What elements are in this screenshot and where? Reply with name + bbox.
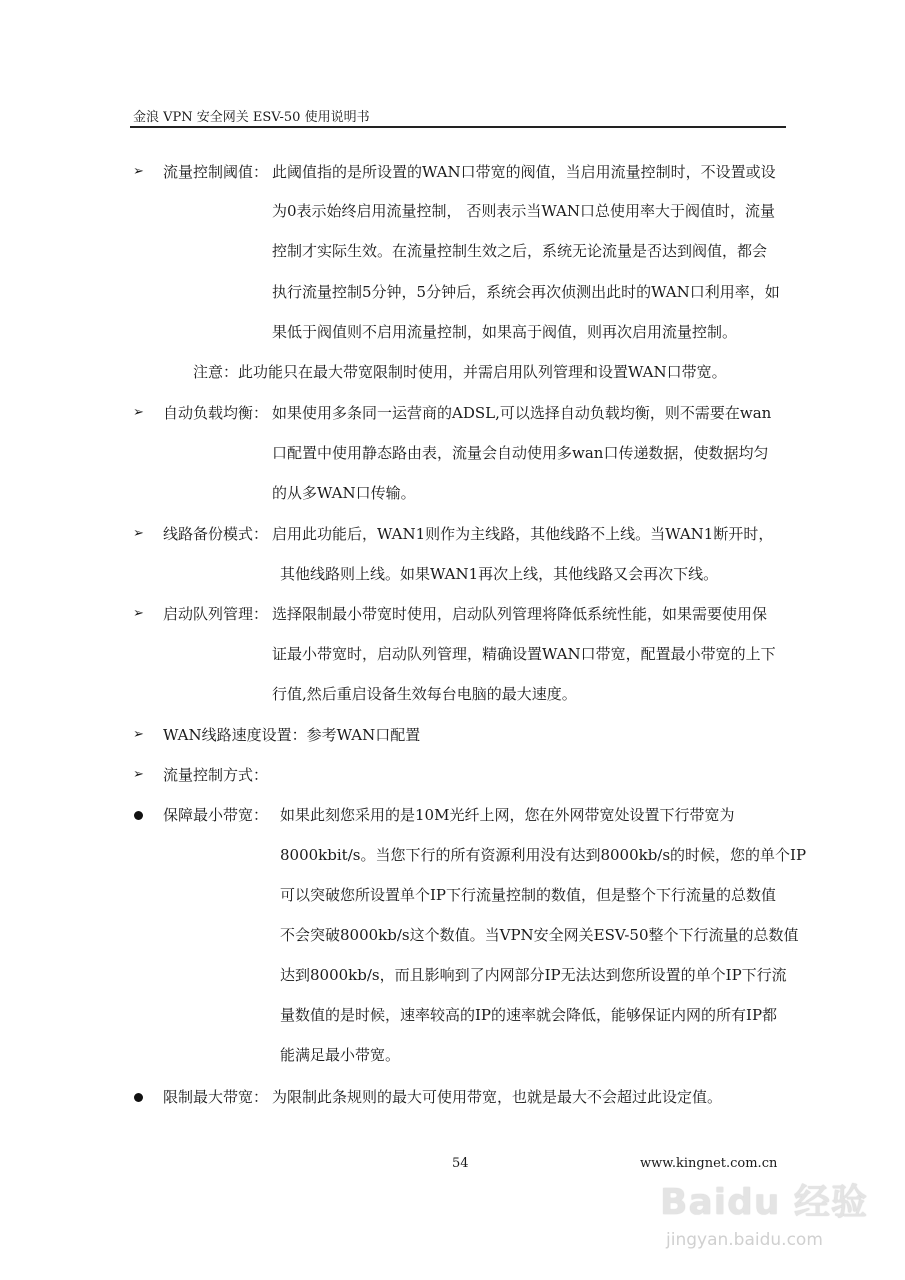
arrow-bullet-icon: ➢ <box>133 405 144 420</box>
arrow-bullet-icon: ➢ <box>133 164 144 179</box>
item-line: 如果使用多条同一运营商的ADSL,可以选择自动负载均衡，则不需要在wan <box>272 404 772 422</box>
page-number: 54 <box>452 1156 469 1171</box>
item-line: 此阈值指的是所设置的WAN口带宽的阀值，当启用流量控制时，不设置或设 <box>272 163 776 181</box>
watermark-logo-text: Baidu 经验 <box>660 1182 869 1223</box>
item-line: 量数值的是时候，速率较高的IP的速率就会降低，能够保证内网的所有IP都 <box>280 1006 778 1024</box>
item-line: 为0表示始终启用流量控制， 否则表示当WAN口总使用率大于阀值时，流量 <box>272 202 775 220</box>
item-line: 选择限制最小带宽时使用，启动队列管理将降低系统性能，如果需要使用保 <box>272 605 768 623</box>
item-line: 8000kbit/s。当您下行的所有资源利用没有达到8000kb/s的时候，您的单个IP <box>280 846 807 864</box>
document-header: 金浪 VPN 安全网关 ESV-50 使用说明书 <box>133 110 370 125</box>
item-line: 能满足最小带宽。 <box>280 1046 401 1064</box>
item-label: 限制最大带宽： <box>163 1088 269 1106</box>
item-label: 自动负载均衡： <box>163 404 269 422</box>
arrow-bullet-icon: ➢ <box>133 727 144 742</box>
header-rule <box>130 126 786 128</box>
item-line: 启用此功能后，WAN1则作为主线路，其他线路不上线。当WAN1断开时， <box>272 525 774 543</box>
round-bullet-icon <box>134 1093 143 1102</box>
item-line: 果低于阀值则不启用流量控制，如果高于阀值，则再次启用流量控制。 <box>272 323 738 341</box>
item-line: 达到8000kb/s，而且影响到了内网部分IP无法达到您所设置的单个IP下行流 <box>280 966 787 984</box>
item-label: 流量控制阈值： <box>163 163 269 181</box>
arrow-bullet-icon: ➢ <box>133 767 144 782</box>
item-line: 证最小带宽时，启动队列管理，精确设置WAN口带宽，配置最小带宽的上下 <box>272 645 776 663</box>
item-line: 不会突破8000kb/s这个数值。当VPN安全网关ESV-50整个下行流量的总数值 <box>280 926 799 944</box>
note-text: 注意：此功能只在最大带宽限制时使用，并需启用队列管理和设置WAN口带宽。 <box>193 363 727 381</box>
item-label: 线路备份模式： <box>163 525 269 543</box>
item-line: 口配置中使用静态路由表，流量会自动使用多wan口传递数据，使数据均匀 <box>272 444 769 462</box>
arrow-bullet-icon: ➢ <box>133 526 144 541</box>
item-label: 流量控制方式： <box>163 766 269 784</box>
item-label: 保障最小带宽： <box>163 806 269 824</box>
item-line: 如果此刻您采用的是10M光纤上网，您在外网带宽处设置下行带宽为 <box>280 806 735 824</box>
watermark-url: jingyan.baidu.com <box>666 1230 823 1250</box>
item-line: 可以突破您所设置单个IP下行流量控制的数值，但是整个下行流量的总数值 <box>280 886 777 904</box>
arrow-bullet-icon: ➢ <box>133 606 144 621</box>
baidu-watermark-logo <box>660 1182 890 1272</box>
item-label: 启动队列管理： <box>163 605 269 623</box>
round-bullet-icon <box>134 811 143 820</box>
item-label: WAN线路速度设置：参考WAN口配置 <box>163 726 421 744</box>
item-line: 为限制此条规则的最大可使用带宽，也就是最大不会超过此设定值。 <box>272 1088 723 1106</box>
item-line: 行值,然后重启设备生效每台电脑的最大速度。 <box>272 685 577 703</box>
footer-url: www.kingnet.com.cn <box>640 1156 778 1171</box>
item-line: 其他线路则上线。如果WAN1再次上线，其他线路又会再次下线。 <box>280 565 719 583</box>
item-line: 的从多WAN口传输。 <box>272 484 416 502</box>
item-line: 执行流量控制5分钟，5分钟后，系统会再次侦测出此时的WAN口利用率，如 <box>272 283 780 301</box>
item-line: 控制才实际生效。在流量控制生效之后，系统无论流量是否达到阀值，都会 <box>272 242 768 260</box>
